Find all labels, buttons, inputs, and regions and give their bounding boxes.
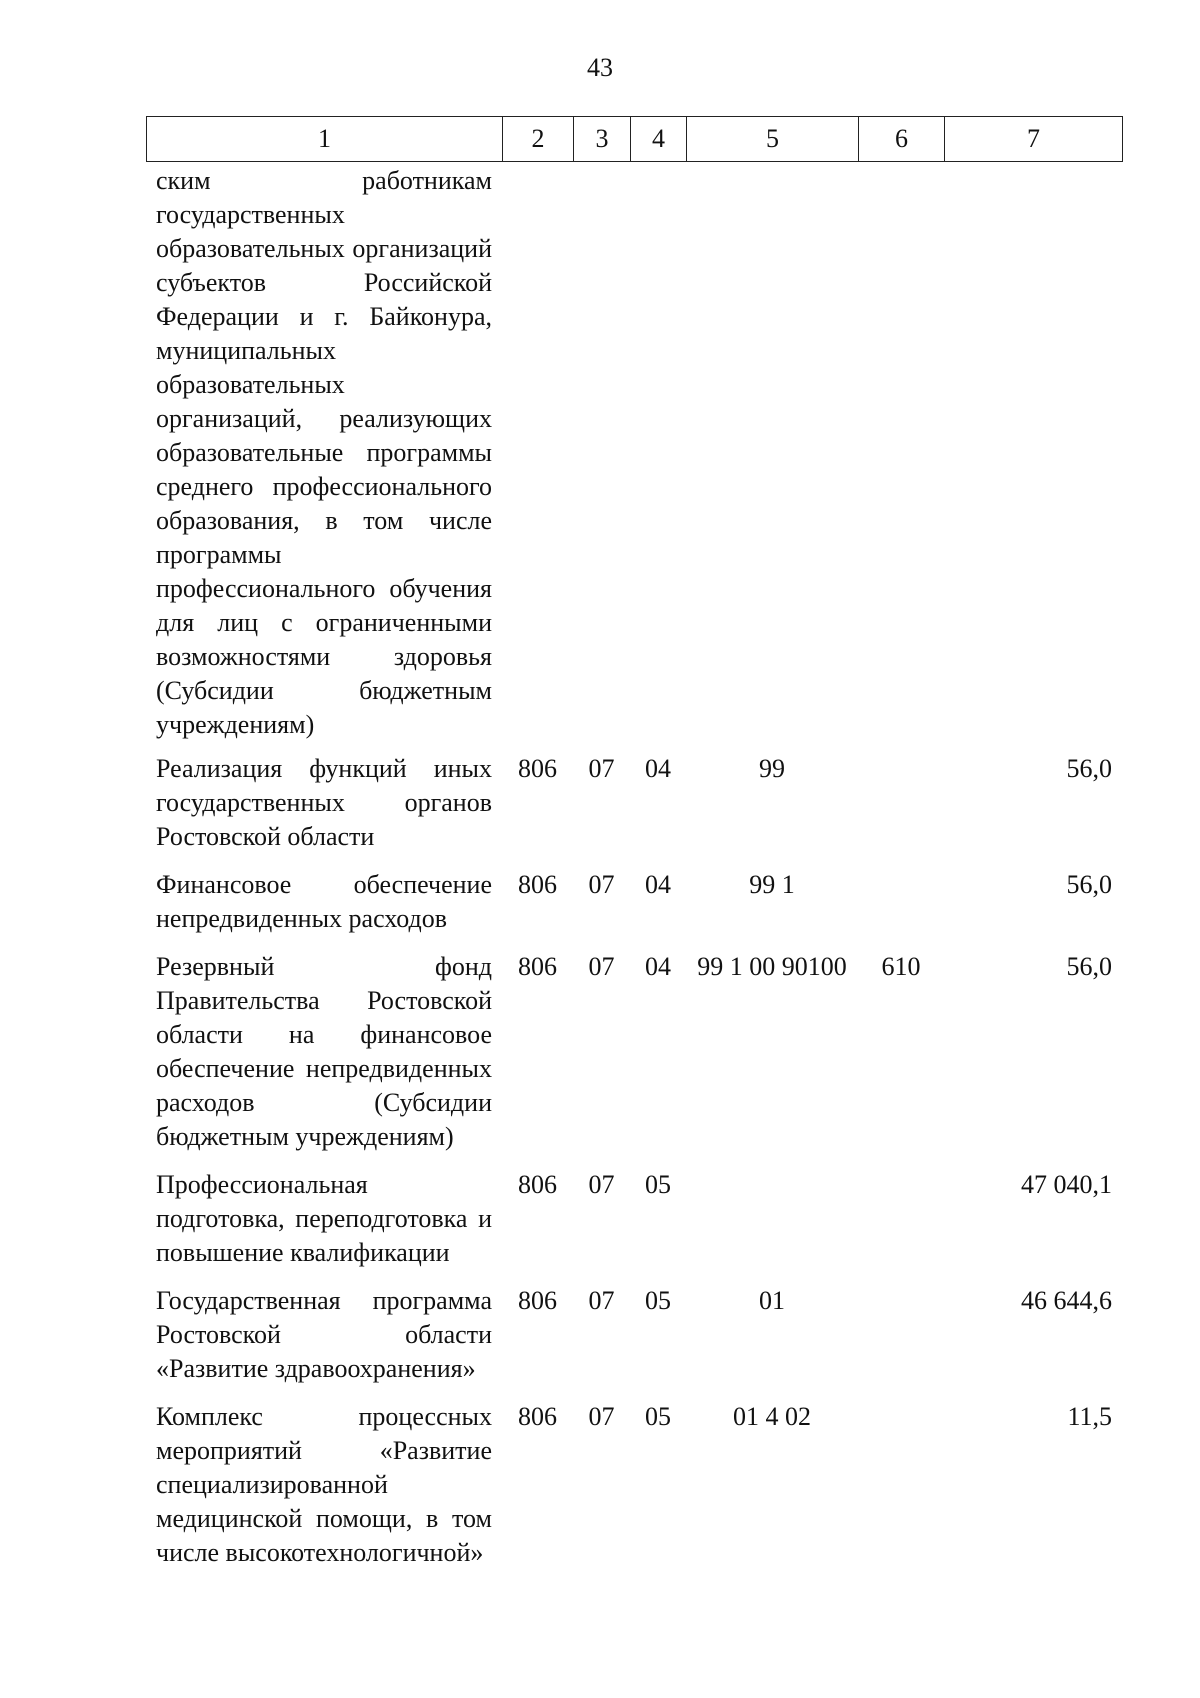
column-header-4: 4 — [631, 117, 687, 162]
row-code-2: 806 — [518, 754, 557, 783]
row-code-4: 04 — [645, 952, 671, 981]
row-code-6 — [858, 1400, 944, 1584]
row-code-3: 07 — [588, 1170, 615, 1199]
row-code-2: 806 — [518, 870, 557, 899]
row-amount: 56,0 — [1066, 870, 1112, 899]
row-code-6 — [858, 752, 944, 868]
row-code-4: 04 — [645, 754, 671, 783]
row-name: Государственная программа Ростовской области «Развитие здравоохранения» — [156, 1286, 492, 1383]
row-code-3: 07 — [588, 870, 615, 899]
table-row — [146, 1284, 1122, 1400]
row-name: ским работникам государственных образовательных организаций субъектов Российской Федерации и г. Байконура, муниципальных образовательных организаций, реализующих образовательные программы среднего профессионального образования, в том числе программы профессионального обучения для лиц с ограниченными возможностями здоровья (Субсидии бюджетным учреждениям) — [156, 166, 492, 739]
column-header-7: 7 — [945, 117, 1123, 162]
row-amount: 56,0 — [1066, 754, 1112, 783]
row-code-5: 01 — [759, 1286, 785, 1315]
row-code-2: 806 — [518, 1402, 557, 1431]
row-name: Реализация функций иных государственных органов Ростовской области — [156, 754, 492, 851]
column-header-1: 1 — [147, 117, 503, 162]
row-code-3: 07 — [588, 1402, 615, 1431]
row-amount: 56,0 — [1066, 952, 1112, 981]
row-code-5: 99 1 00 90100 — [697, 952, 847, 981]
row-code-6: 610 — [881, 952, 921, 981]
row-code-2: 806 — [518, 1286, 557, 1315]
row-code-4: 04 — [645, 870, 671, 899]
row-code-5 — [686, 1168, 858, 1284]
row-code-5: 01 4 02 — [733, 1402, 811, 1431]
row-code-2 — [502, 164, 573, 752]
table-header — [146, 116, 1123, 162]
row-code-6 — [858, 1284, 944, 1400]
table-row — [146, 1168, 1122, 1284]
column-header-5: 5 — [687, 117, 859, 162]
column-header-2: 2 — [503, 117, 574, 162]
row-name: Финансовое обеспечение непредвиденных расходов — [156, 870, 492, 933]
row-name: Резервный фонд Правительства Ростовской области на финансовое обеспечение непредвиденных расходов (Субсидии бюджетным учреждениям) — [156, 952, 492, 1151]
row-amount: 46 644,6 — [1021, 1286, 1112, 1315]
row-code-2: 806 — [518, 1170, 557, 1199]
column-header-3: 3 — [574, 117, 631, 162]
budget-table — [146, 164, 1122, 1584]
table-row — [146, 868, 1122, 950]
row-name: Комплекс процессных мероприятий «Развитие специализированной медицинской помощи, в том числе высокотехнологичной» — [156, 1402, 492, 1567]
row-code-5 — [686, 164, 858, 752]
row-code-5: 99 1 — [749, 870, 795, 899]
row-code-4: 05 — [645, 1286, 671, 1315]
table-row — [146, 950, 1122, 1168]
row-code-3: 07 — [588, 952, 615, 981]
table-row — [146, 164, 1122, 752]
page-number: 43 — [587, 53, 613, 82]
row-code-4: 05 — [645, 1402, 671, 1431]
row-code-6 — [858, 1168, 944, 1284]
row-code-4 — [630, 164, 686, 752]
row-code-3 — [573, 164, 630, 752]
row-code-5: 99 — [759, 754, 785, 783]
row-amount: 47 040,1 — [1021, 1170, 1112, 1199]
column-header-6: 6 — [859, 117, 945, 162]
table-row — [146, 752, 1122, 868]
row-code-3: 07 — [588, 754, 615, 783]
row-code-6 — [858, 868, 944, 950]
table-row — [146, 1400, 1122, 1584]
row-amount — [944, 164, 1122, 752]
row-code-2: 806 — [518, 952, 557, 981]
row-code-4: 05 — [645, 1170, 671, 1199]
row-code-3: 07 — [588, 1286, 615, 1315]
row-code-6 — [858, 164, 944, 752]
row-amount: 11,5 — [1067, 1402, 1112, 1431]
row-name: Профессиональная подготовка, переподготовка и повышение квалификации — [156, 1170, 492, 1267]
